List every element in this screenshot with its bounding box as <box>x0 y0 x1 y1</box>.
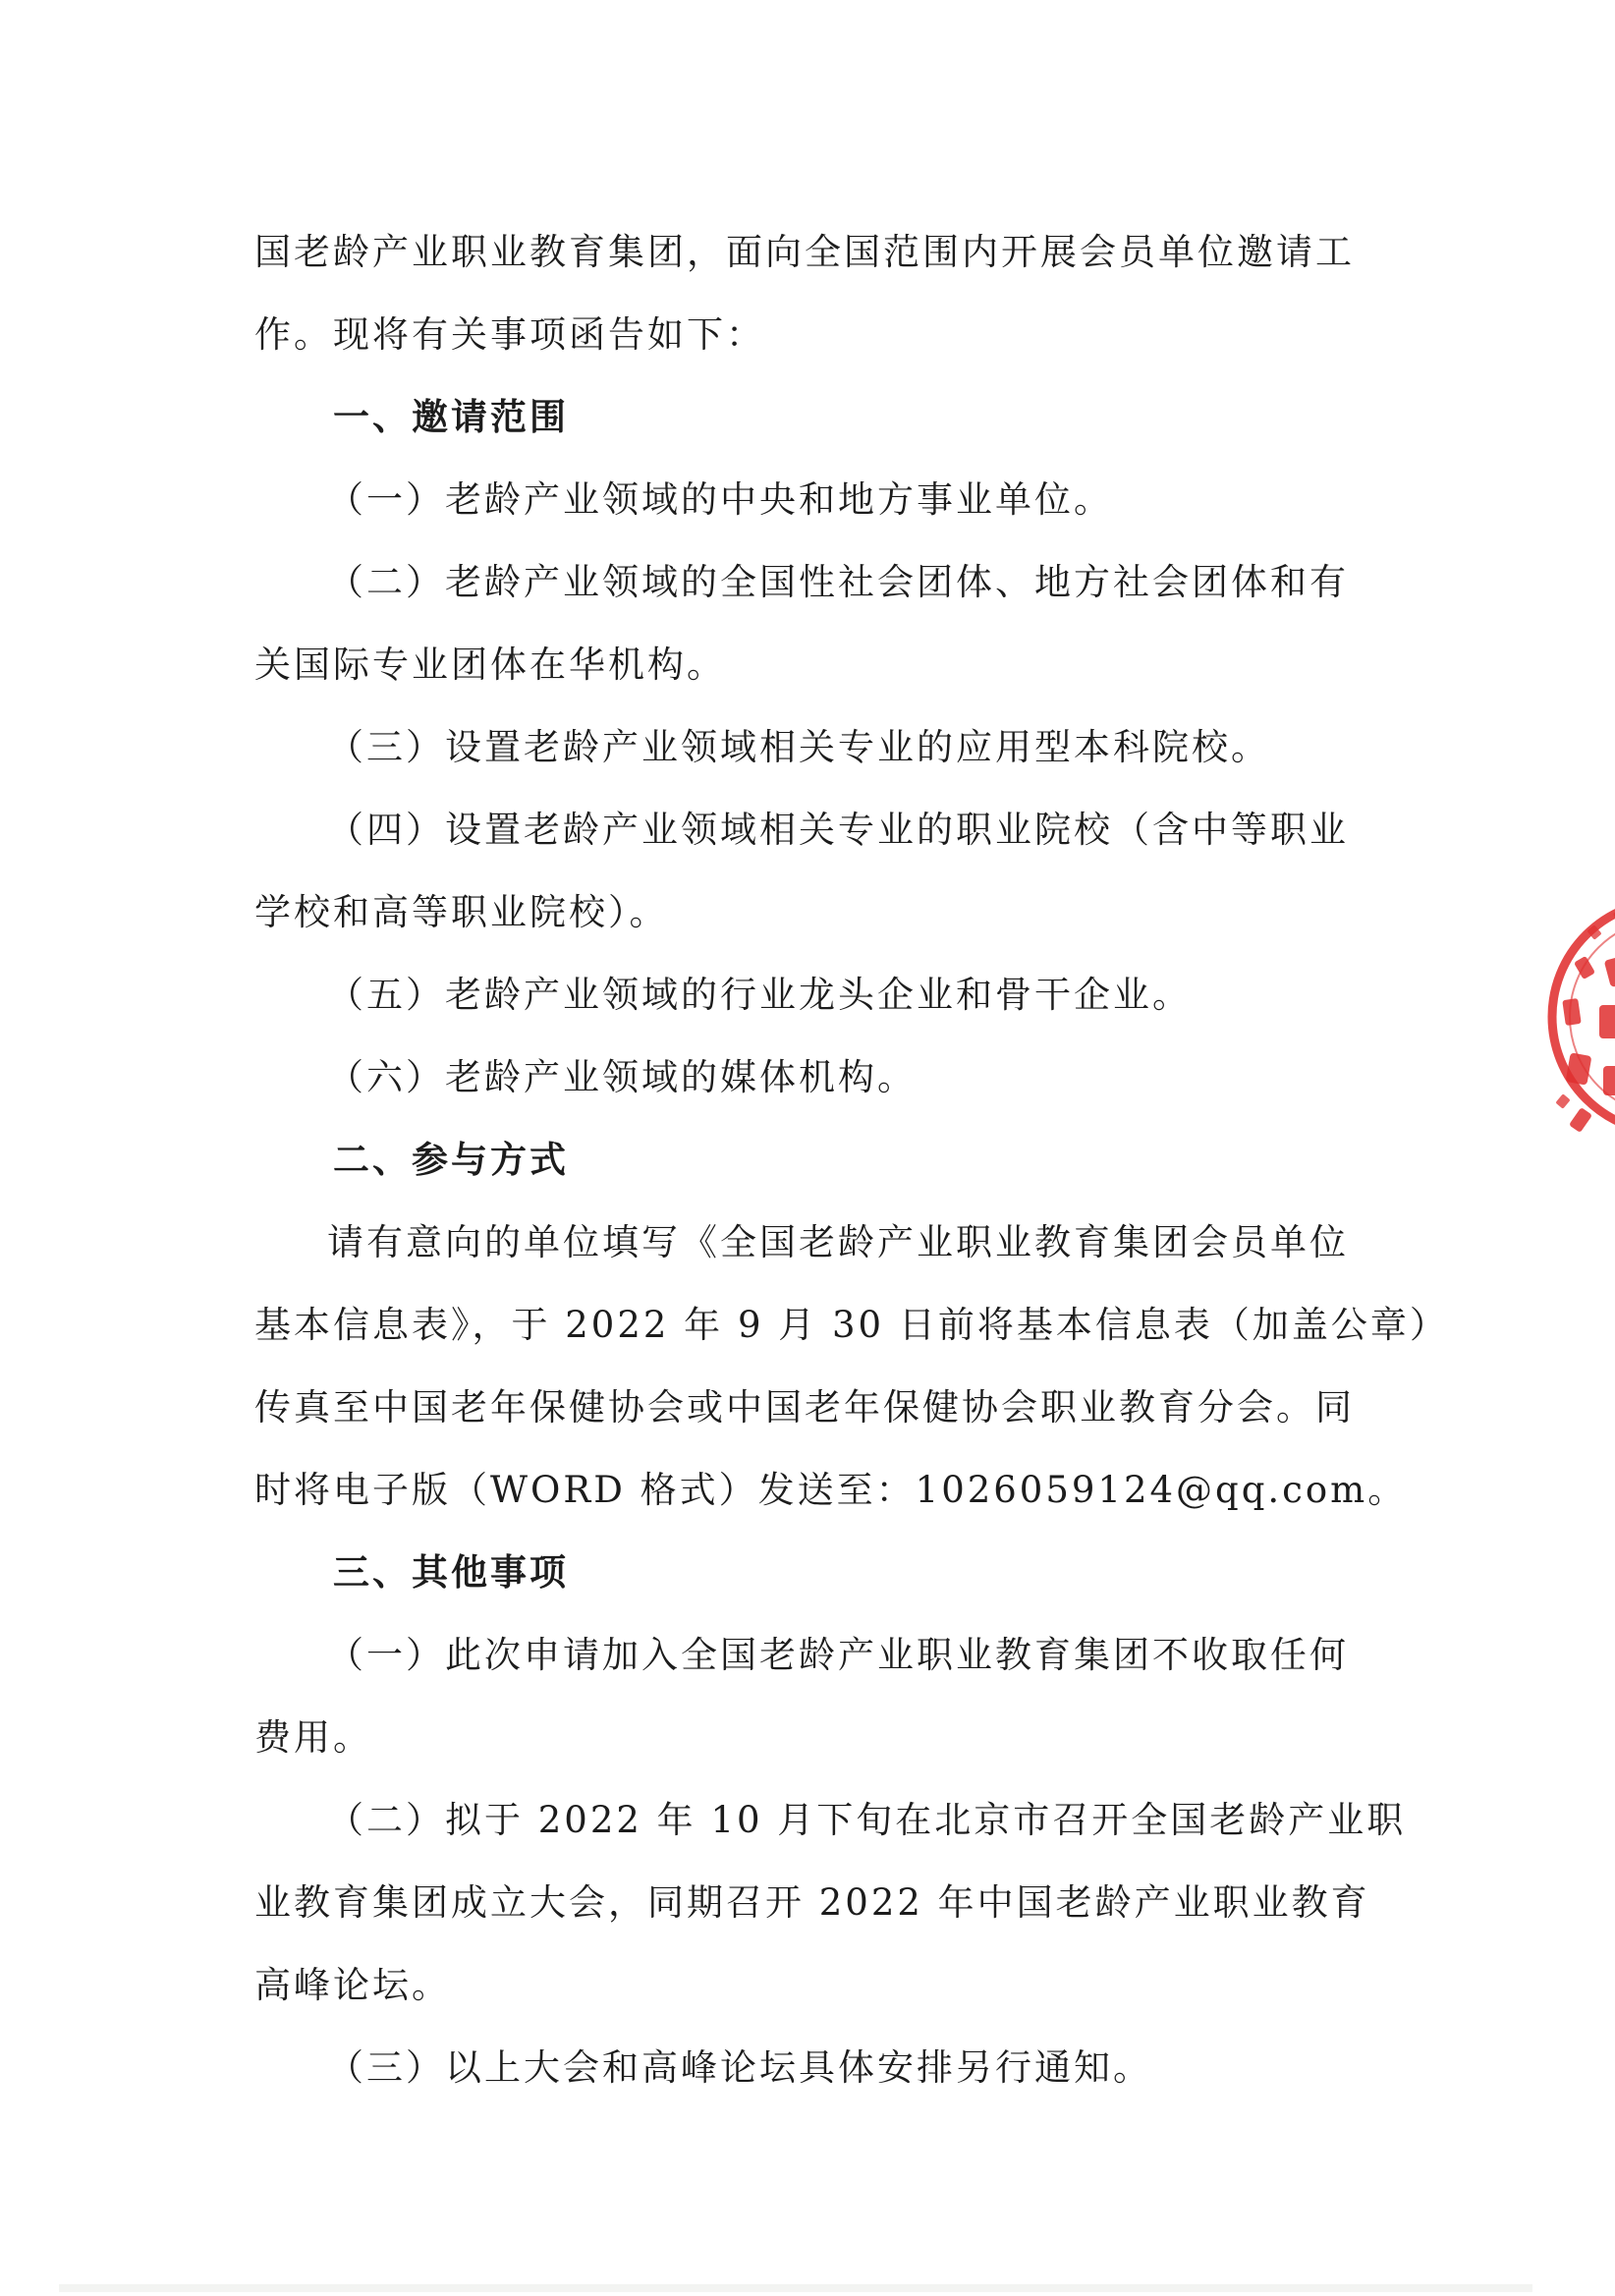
list-item: （三）以上大会和高峰论坛具体安排另行通知。 <box>327 2046 1152 2089</box>
list-item: （六）老龄产业领域的媒体机构。 <box>327 1056 917 1098</box>
section-heading-invitation-scope: 一、邀请范围 <box>333 396 569 438</box>
section-heading-other-matters: 三、其他事项 <box>333 1551 569 1594</box>
paragraph-line: 高峰论坛。 <box>254 1964 451 2006</box>
paragraph-line: 关国际专业团体在华机构。 <box>254 644 726 686</box>
list-item: （一）此次申请加入全国老龄产业职业教育集团不收取任何 <box>327 1634 1349 1676</box>
paragraph-line: 传真至中国老年保健协会或中国老年保健协会职业教育分会。同 <box>254 1386 1355 1428</box>
official-seal-stamp <box>1521 889 1615 1243</box>
paragraph-line: 时将电子版（WORD 格式）发送至：1026059124@qq.com。 <box>254 1469 1408 1511</box>
paragraph-line: 学校和高等职业院校）。 <box>254 891 669 933</box>
list-item: （一）老龄产业领域的中央和地方事业单位。 <box>327 478 1113 521</box>
document-body <box>254 211 1449 2109</box>
section-heading-participation: 二、参与方式 <box>333 1139 569 1181</box>
list-item: （二）拟于 2022 年 10 月下旬在北京市召开全国老龄产业职 <box>327 1799 1407 1841</box>
list-item: （五）老龄产业领域的行业龙头企业和骨干企业。 <box>327 974 1192 1016</box>
paragraph-line: 费用。 <box>254 1716 372 1759</box>
list-item: （二）老龄产业领域的全国性社会团体、地方社会团体和有 <box>327 561 1349 603</box>
paragraph-line: 国老龄产业职业教育集团，面向全国范围内开展会员单位邀请工 <box>254 231 1355 273</box>
list-item: （四）设置老龄产业领域相关专业的职业院校（含中等职业 <box>327 809 1349 851</box>
paragraph-line: 基本信息表》，于 2022 年 9 月 30 日前将基本信息表（加盖公章） <box>254 1304 1449 1346</box>
paragraph-line: 请有意向的单位填写《全国老龄产业职业教育集团会员单位 <box>327 1221 1349 1263</box>
scan-edge-artifact <box>59 2284 1532 2292</box>
paragraph-line: 作。现将有关事项函告如下： <box>254 313 765 356</box>
paragraph-line: 业教育集团成立大会，同期召开 2022 年中国老龄产业职业教育 <box>254 1881 1370 1924</box>
list-item: （三）设置老龄产业领域相关专业的应用型本科院校。 <box>327 726 1270 768</box>
